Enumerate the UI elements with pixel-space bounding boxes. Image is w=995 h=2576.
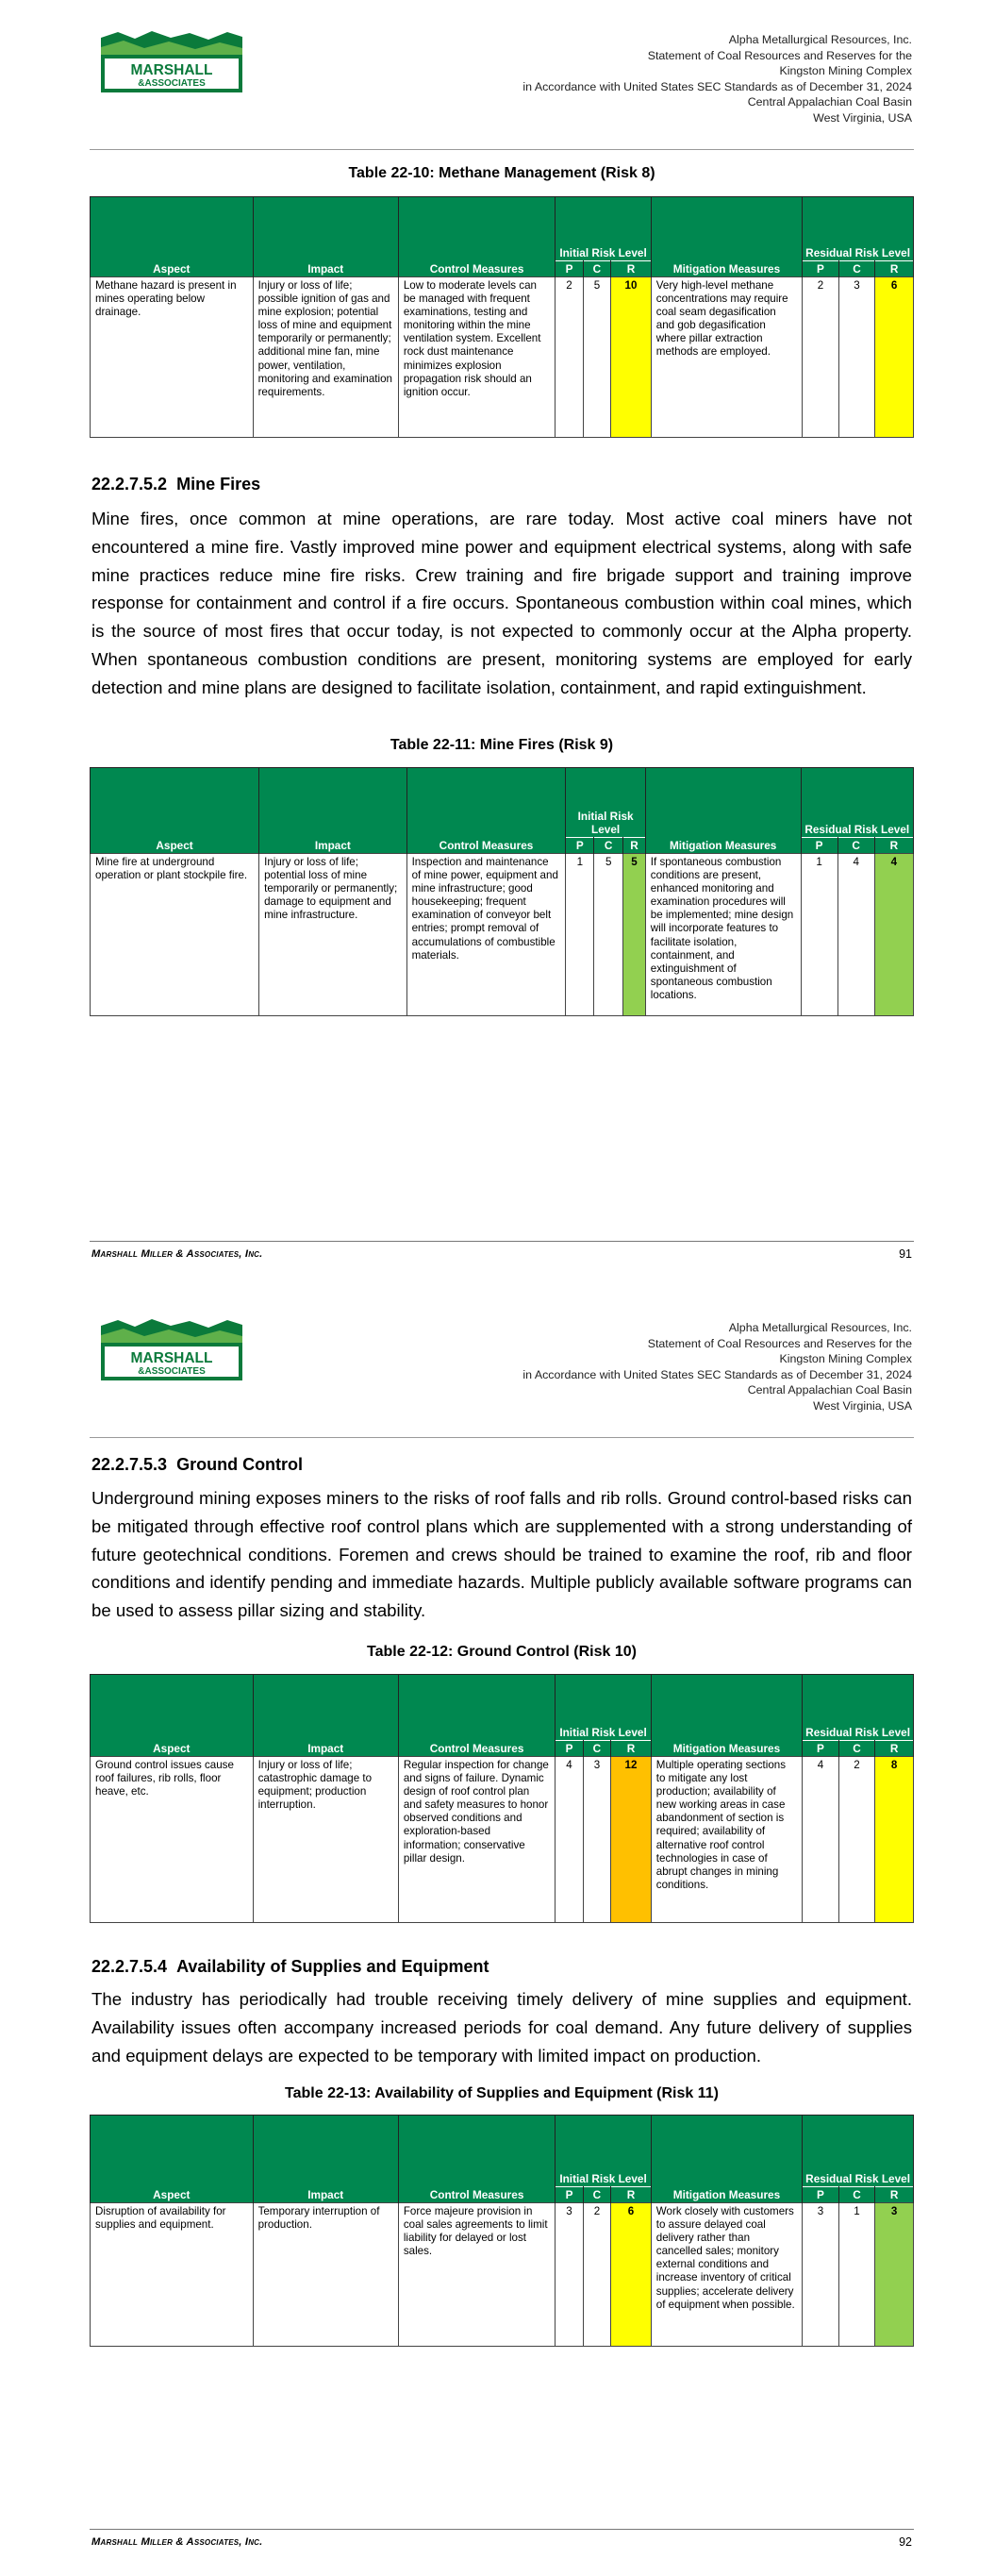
cell-control: Force majeure provision in coal sales agreements to limit liability for delayed or lost sales. bbox=[398, 2203, 555, 2347]
col-residual-risk: Residual Risk Level bbox=[803, 197, 914, 261]
cell-residual-p: 3 bbox=[803, 2203, 839, 2347]
col-c: C bbox=[583, 1741, 610, 1757]
footer-company: Marshall Miller & Associates, Inc. bbox=[91, 1248, 263, 1260]
col-mitigation: Mitigation Measures bbox=[651, 2116, 802, 2203]
section-number: 22.2.7.5.4 bbox=[91, 1957, 168, 1976]
col-p: P bbox=[801, 838, 837, 854]
cell-impact: Temporary interruption of production. bbox=[253, 2203, 398, 2347]
col-p: P bbox=[803, 1741, 839, 1757]
cell-residual-r: 3 bbox=[875, 2203, 914, 2347]
header-line: Statement of Coal Resources and Reserves for the bbox=[647, 48, 912, 62]
cell-initial-p: 1 bbox=[566, 854, 594, 1016]
cell-residual-p: 2 bbox=[803, 277, 839, 438]
table-title: Table 22-10: Methane Management (Risk 8) bbox=[348, 165, 655, 181]
cell-residual-r: 6 bbox=[875, 277, 914, 438]
cell-aspect: Mine fire at underground operation or plant stockpile fire. bbox=[91, 854, 259, 1016]
col-aspect: Aspect bbox=[91, 2116, 254, 2203]
section-heading bbox=[91, 1957, 489, 1977]
col-p: P bbox=[803, 261, 839, 277]
header-divider bbox=[90, 1437, 914, 1438]
table-row bbox=[91, 2203, 914, 2347]
cell-initial-p: 2 bbox=[556, 277, 583, 438]
header-line: Central Appalachian Coal Basin bbox=[747, 1383, 912, 1397]
col-impact: Impact bbox=[253, 2116, 398, 2203]
cell-initial-c: 5 bbox=[583, 277, 610, 438]
cell-impact: Injury or loss of life; possible ignition of gas and mine explosion; potential loss of mine and equipment temporarily or permanently; additional mine fan, mine power, ventilation, monitoring and examination requirements. bbox=[253, 277, 398, 438]
cell-initial-r: 12 bbox=[611, 1757, 652, 1923]
col-control: Control Measures bbox=[398, 2116, 555, 2203]
cell-initial-r: 5 bbox=[623, 854, 646, 1016]
col-r: R bbox=[875, 2187, 914, 2203]
col-residual-risk: Residual Risk Level bbox=[803, 1675, 914, 1741]
table-row bbox=[91, 1757, 914, 1923]
col-r: R bbox=[875, 1741, 914, 1757]
table-title: Table 22-13: Availability of Supplies and Equipment (Risk 11) bbox=[285, 2085, 719, 2101]
company-logo bbox=[97, 1318, 246, 1384]
section-title: Mine Fires bbox=[176, 475, 261, 493]
col-r: R bbox=[874, 838, 913, 854]
cell-impact: Injury or loss of life; potential loss of mine temporarily or permanently; damage to equipment and mine infrastructure. bbox=[259, 854, 406, 1016]
header-line: in Accordance with United States SEC Standards as of December 31, 2024 bbox=[522, 79, 912, 93]
col-mitigation: Mitigation Measures bbox=[651, 197, 802, 277]
svg-text:MARSHALL: MARSHALL bbox=[130, 62, 213, 78]
col-aspect: Aspect bbox=[91, 1675, 254, 1757]
col-initial-risk: Initial Risk Level bbox=[556, 2116, 651, 2187]
section-heading bbox=[91, 475, 260, 494]
page-number: 91 bbox=[899, 1247, 912, 1261]
col-c: C bbox=[594, 838, 623, 854]
body-paragraph: Mine fires, once common at mine operations, are rare today. Most active coal miners have not encountered a mine fire. Vastly improved mine power and equipment electrical systems, along with safe mine practices reduce mine fire risks. Crew training and fire brigade support and training improve response for containment and control if a fire occurs. Spontaneous combustion within coal mines, which is the source of most fires that occur today, is not expected to commonly occur at the Alpha property. When spontaneous combustion conditions are present, monitoring systems are employed for early detection and mine plans are designed to facilitate isolation, containment, and rapid extinguishment. bbox=[91, 509, 912, 697]
page-92 bbox=[0, 1288, 995, 2576]
section-heading bbox=[91, 1455, 303, 1475]
col-initial-risk: Initial Risk Level bbox=[556, 1675, 651, 1741]
risk-table-ground-control bbox=[90, 1674, 914, 1923]
col-control: Control Measures bbox=[398, 197, 555, 277]
cell-residual-p: 1 bbox=[801, 854, 837, 1016]
col-p: P bbox=[803, 2187, 839, 2203]
cell-mitigation: Multiple operating sections to mitigate any lost production; availability of new working areas in case abandonment of section is required; availability of alternative roof control technologies in case of abrupt changes in mining conditions. bbox=[651, 1757, 802, 1923]
col-r: R bbox=[611, 261, 652, 277]
cell-control: Regular inspection for change and signs of failure. Dynamic design of roof control plan and safety measures to honor observed conditions and exploration-based information; conservative pillar design. bbox=[398, 1757, 555, 1923]
cell-aspect: Ground control issues cause roof failures, rib rolls, floor heave, etc. bbox=[91, 1757, 254, 1923]
cell-mitigation: If spontaneous combustion conditions are present, enhanced monitoring and examination procedures will be implemented; mine design will incorporate features to facilitate isolation, containment, and extinguishment of spontaneous combustion locations. bbox=[645, 854, 801, 1016]
col-c: C bbox=[583, 2187, 610, 2203]
header-divider bbox=[90, 149, 914, 150]
col-r: R bbox=[875, 261, 914, 277]
col-c: C bbox=[838, 2187, 875, 2203]
header-line: Alpha Metallurgical Resources, Inc. bbox=[728, 33, 912, 46]
cell-initial-r: 6 bbox=[611, 2203, 652, 2347]
svg-text:&ASSOCIATES: &ASSOCIATES bbox=[138, 78, 206, 89]
body-paragraph: The industry has periodically had trouble receiving timely delivery of mine supplies and equipment. Availability issues often accompany increased periods for coal demand. Any future delivery of supplies and equipment delays are expected to be temporary with limited impact on production. bbox=[91, 1989, 912, 2066]
col-control: Control Measures bbox=[406, 768, 566, 854]
cell-initial-p: 3 bbox=[556, 2203, 583, 2347]
table-row bbox=[91, 854, 914, 1016]
col-mitigation: Mitigation Measures bbox=[645, 768, 801, 854]
col-r: R bbox=[611, 2187, 652, 2203]
col-initial-risk: Initial Risk Level bbox=[566, 768, 645, 838]
section-number: 22.2.7.5.3 bbox=[91, 1455, 168, 1474]
section-title: Availability of Supplies and Equipment bbox=[176, 1957, 489, 1976]
header-line: West Virginia, USA bbox=[813, 1398, 912, 1413]
header-line: Kingston Mining Complex bbox=[779, 64, 912, 78]
col-control: Control Measures bbox=[398, 1675, 555, 1757]
col-aspect: Aspect bbox=[91, 768, 259, 854]
col-c: C bbox=[838, 261, 875, 277]
risk-table-methane bbox=[90, 196, 914, 438]
cell-mitigation: Very high-level methane concentrations may require coal seam degasification and gob degasification where pillar extraction methods are employed. bbox=[651, 277, 802, 438]
col-residual-risk: Residual Risk Level bbox=[801, 768, 914, 838]
cell-initial-r: 10 bbox=[611, 277, 652, 438]
footer-divider bbox=[90, 1241, 914, 1242]
col-aspect: Aspect bbox=[91, 197, 254, 277]
document-header bbox=[422, 1320, 912, 1414]
svg-text:&ASSOCIATES: &ASSOCIATES bbox=[138, 1366, 206, 1377]
table-row bbox=[91, 277, 914, 438]
col-p: P bbox=[556, 1741, 583, 1757]
col-c: C bbox=[583, 261, 610, 277]
cell-control: Inspection and maintenance of mine power, equipment and mine infrastructure; good housekeeping; frequent examination of conveyor belt entries; prompt removal of accumulations of combustible materials. bbox=[406, 854, 566, 1016]
table-title: Table 22-11: Mine Fires (Risk 9) bbox=[390, 737, 614, 753]
cell-residual-p: 4 bbox=[803, 1757, 839, 1923]
cell-residual-c: 3 bbox=[838, 277, 875, 438]
col-impact: Impact bbox=[253, 1675, 398, 1757]
cell-initial-p: 4 bbox=[556, 1757, 583, 1923]
footer-divider bbox=[90, 2529, 914, 2530]
header-line: Statement of Coal Resources and Reserves for the bbox=[647, 1336, 912, 1350]
cell-aspect: Methane hazard is present in mines operating below drainage. bbox=[91, 277, 254, 438]
col-c: C bbox=[838, 1741, 875, 1757]
company-logo bbox=[97, 30, 246, 96]
cell-initial-c: 3 bbox=[583, 1757, 610, 1923]
col-p: P bbox=[556, 2187, 583, 2203]
body-paragraph: Underground mining exposes miners to the risks of roof falls and rib rolls. Ground control-based risks can be mitigated through effective roof control plans which are supplemented with a strong understanding of future geotechnical conditions. Foremen and crews should be trained to examine the roof, rib and floor conditions and identify pending and immediate hazards. Multiple publicly available software programs can be used to assess pillar sizing and stability. bbox=[91, 1488, 912, 1621]
col-impact: Impact bbox=[259, 768, 406, 854]
col-impact: Impact bbox=[253, 197, 398, 277]
col-p: P bbox=[566, 838, 594, 854]
col-r: R bbox=[623, 838, 646, 854]
header-line: West Virginia, USA bbox=[813, 110, 912, 125]
cell-mitigation: Work closely with customers to assure delayed coal delivery rather than cancelled sales; monitory external conditions and increase inventory of critical supplies; accelerate delivery of equipment when possible. bbox=[651, 2203, 802, 2347]
cell-residual-r: 8 bbox=[875, 1757, 914, 1923]
header-line: in Accordance with United States SEC Standards as of December 31, 2024 bbox=[522, 1367, 912, 1381]
cell-residual-c: 1 bbox=[838, 2203, 875, 2347]
col-p: P bbox=[556, 261, 583, 277]
col-c: C bbox=[837, 838, 874, 854]
table-title: Table 22-12: Ground Control (Risk 10) bbox=[367, 1644, 637, 1660]
cell-residual-r: 4 bbox=[874, 854, 913, 1016]
page-number: 92 bbox=[899, 2535, 912, 2549]
col-initial-risk: Initial Risk Level bbox=[556, 197, 651, 261]
document-header bbox=[422, 32, 912, 126]
header-line: Kingston Mining Complex bbox=[779, 1352, 912, 1366]
col-r: R bbox=[611, 1741, 652, 1757]
risk-table-supplies-equipment bbox=[90, 2115, 914, 2347]
cell-control: Low to moderate levels can be managed with frequent examinations, testing and monitoring within the mine ventilation system. Excellent rock dust maintenance minimizes explosion propagation risk should an ignition occur. bbox=[398, 277, 555, 438]
cell-residual-c: 4 bbox=[837, 854, 874, 1016]
section-title: Ground Control bbox=[176, 1455, 304, 1474]
col-mitigation: Mitigation Measures bbox=[651, 1675, 802, 1757]
section-number: 22.2.7.5.2 bbox=[91, 475, 168, 493]
cell-initial-c: 5 bbox=[594, 854, 623, 1016]
col-residual-risk: Residual Risk Level bbox=[803, 2116, 914, 2187]
cell-aspect: Disruption of availability for supplies and equipment. bbox=[91, 2203, 254, 2347]
risk-table-mine-fires bbox=[90, 767, 914, 1016]
footer-company: Marshall Miller & Associates, Inc. bbox=[91, 2536, 263, 2548]
cell-impact: Injury or loss of life; catastrophic damage to equipment; production interruption. bbox=[253, 1757, 398, 1923]
header-line: Alpha Metallurgical Resources, Inc. bbox=[728, 1321, 912, 1334]
cell-initial-c: 2 bbox=[583, 2203, 610, 2347]
cell-residual-c: 2 bbox=[838, 1757, 875, 1923]
svg-text:MARSHALL: MARSHALL bbox=[130, 1350, 213, 1366]
header-line: Central Appalachian Coal Basin bbox=[747, 95, 912, 109]
